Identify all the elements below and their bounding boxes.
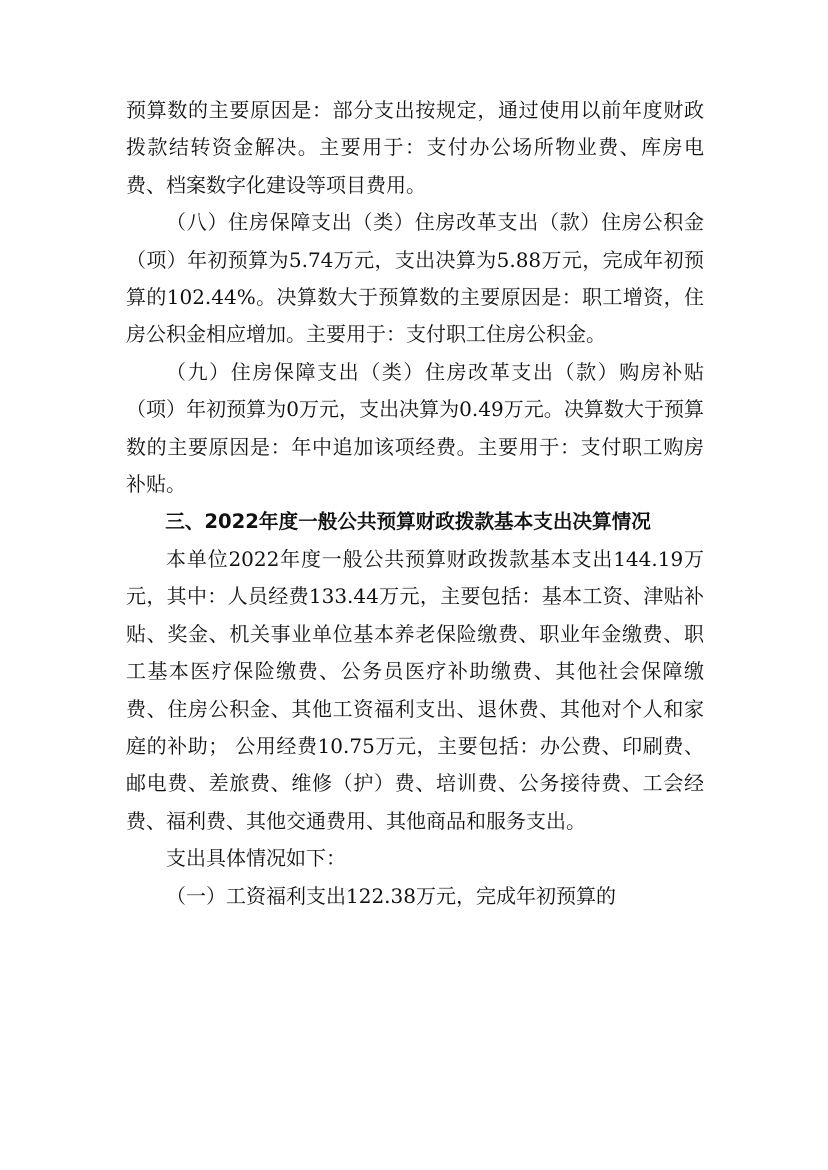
section-heading-3: 三、2022年度一般公共预算财政拨款基本支出决算情况: [165, 510, 651, 534]
paragraph-continuation: 预算数的主要原因是：部分支出按规定，通过使用以前年度财政拨款结转资金解决。主要用于：支付办公场所物业费、库房电费、档案数字化建设等项目费用。: [126, 98, 704, 197]
paragraph-basic-expenditure: 本单位2022年度一般公共预算财政拨款基本支出144.19万元，其中：人员经费133.44万元，主要包括：基本工资、津贴补贴、奖金、机关事业单位基本养老保险缴费、职业年金缴费、职工基本医疗保险缴费、公务员医疗补助缴费、其他社会保障缴费、住房公积金、其他工资福利支出、退休费、其他对个人和家庭的补助； 公用经费10.75万元，主要包括：办公费、印刷费、邮电费、差旅费、维修（护）费、培训费、公务接待费、工会经费、福利费、其他交通费用、其他商品和服务支出。: [126, 546, 704, 833]
document-page: [126, 92, 704, 915]
paragraph-item-1-wages: （一）工资福利支出122.38万元，完成年初预算的: [166, 883, 616, 908]
paragraph-item-8-housing-fund: （八）住房保障支出（类）住房改革支出（款）住房公积金（项）年初预算为5.74万元，支出决算为5.88万元，完成年初预算的102.44%。决算数大于预算数的主要原因是：职工增资，住房公积金相应增加。主要用于：支付职工住房公积金。: [126, 210, 704, 347]
paragraph-details-intro: 支出具体情况如下：: [166, 846, 346, 871]
paragraph-item-9-housing-subsidy: （九）住房保障支出（类）住房改革支出（款）购房补贴（项）年初预算为0万元，支出决算为0.49万元。决算数大于预算数的主要原因是：年中追加该项经费。主要用于：支付职工购房补贴。: [126, 359, 704, 497]
